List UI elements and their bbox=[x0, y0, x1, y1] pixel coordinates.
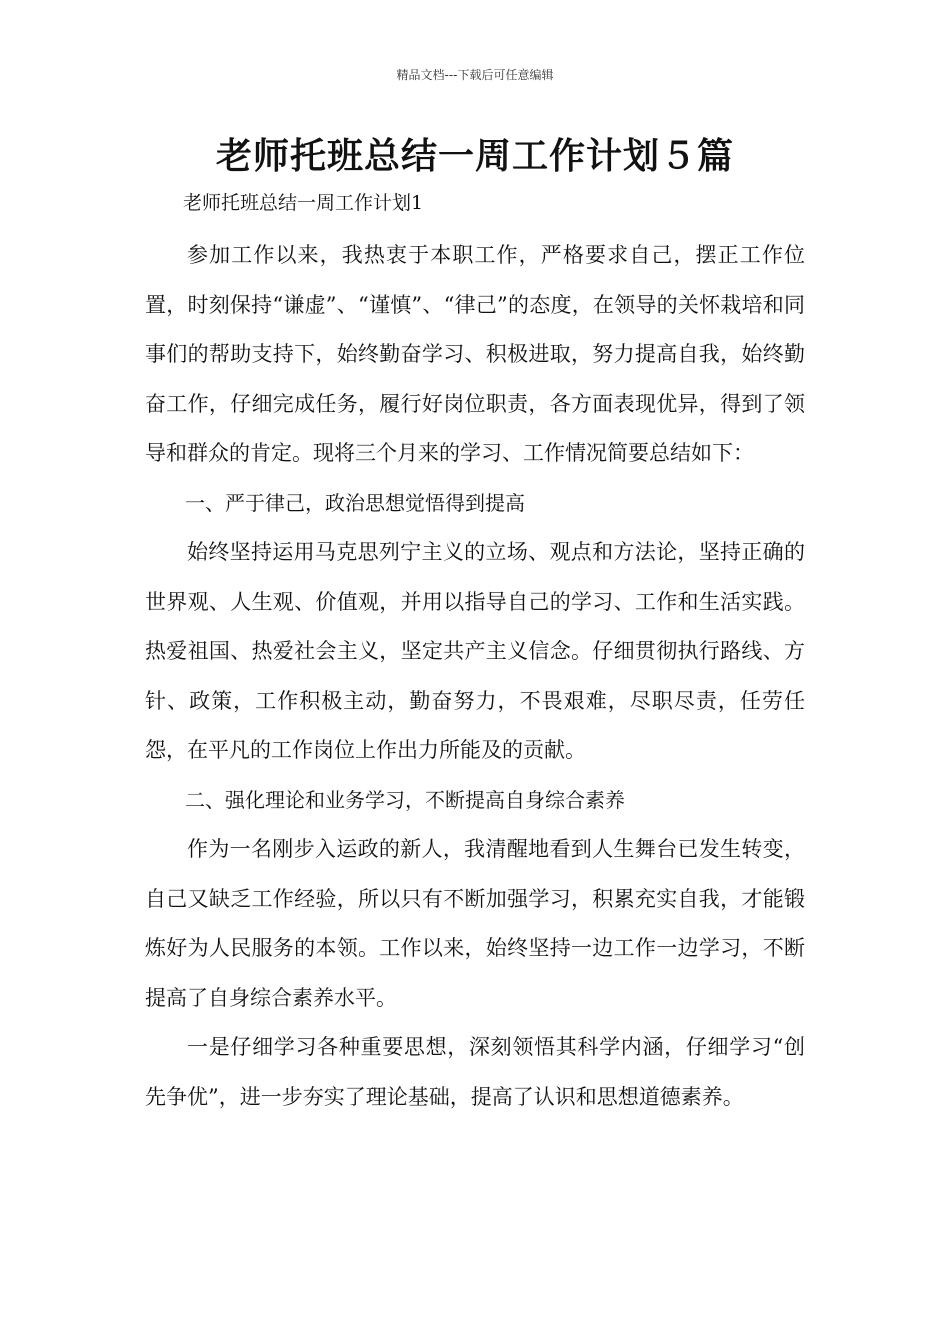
subtitle: 老师托班总结一周工作计划1 bbox=[183, 192, 424, 214]
section-heading: 一、严于律己，政治思想觉悟得到提高 bbox=[185, 490, 525, 515]
paragraph: 一是仔细学习各种重要思想，深刻领悟其科学内涵，仔细学习“创先争优”，进一步夯实了理论基础，提高了认识和思想道德素养。 bbox=[145, 1035, 805, 1109]
header-note: 精品文档---下载后可任意编辑 bbox=[396, 68, 554, 82]
document-title: 老师托班总结一周工作计划５篇 bbox=[215, 136, 734, 177]
paragraph: 作为一名刚步入运政的新人，我清醒地看到人生舞台已发生转变，自己又缺乏工作经验，所以只有不断加强学习，积累充实自我，才能锻炼好为人民服务的本领。工作以来，始终坚持一边工作一边学习，不断提高了自身综合素养水平。 bbox=[145, 837, 805, 1010]
document-body bbox=[145, 185, 805, 1122]
paragraph: 参加工作以来，我热衷于本职工作，严格要求自己，摆正工作位置，时刻保持“谦虚”、“谨慎”、“律己”的态度，在领导的关怀栽培和同事们的帮助支持下，始终勤奋学习、积极进取，努力提高自我，始终勤奋工作，仔细完成任务，履行好岗位职责，各方面表现优异，得到了领导和群众的肯定。现将三个月来的学习、工作情况简要总结如下： bbox=[145, 243, 805, 465]
section-heading: 二、强化理论和业务学习，不断提高自身综合素养 bbox=[185, 787, 625, 812]
paragraph: 始终坚持运用马克思列宁主义的立场、观点和方法论，坚持正确的世界观、人生观、价值观，并用以指导自己的学习、工作和生活实践。热爱祖国、热爱社会主义，坚定共产主义信念。仔细贯彻执行路线、方针、政策，工作积极主动，勤奋努力，不畏艰难，尽职尽责，任劳任怨，在平凡的工作岗位上作出力所能及的贡献。 bbox=[145, 540, 805, 762]
